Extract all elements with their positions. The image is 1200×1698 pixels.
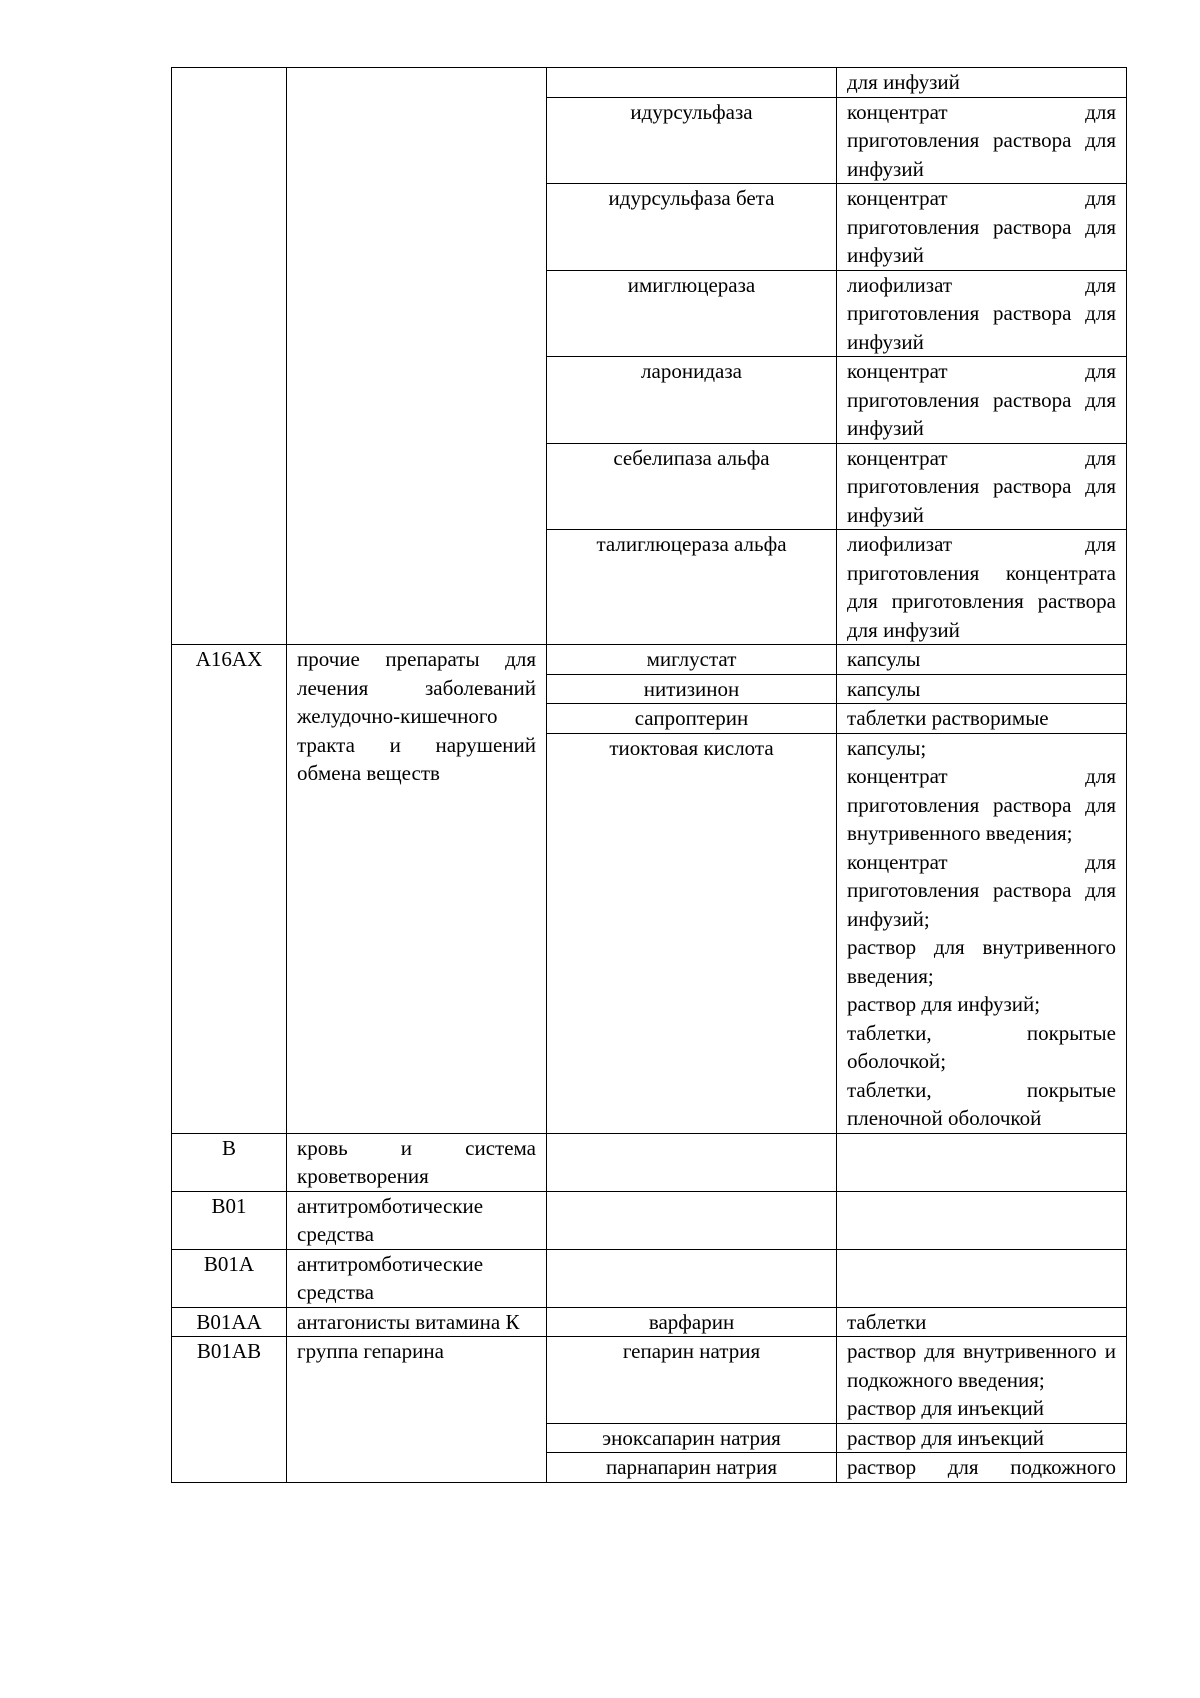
drug-name-cell: эноксапарин натрия (547, 1423, 837, 1453)
dosage-form-item: концентрат для приготовления раствора для внутривенного введения; (847, 764, 1116, 845)
dosage-form-cell (837, 704, 1127, 734)
table-row (172, 1191, 1127, 1249)
atc-group-cell: кровь и система кроветворения (287, 1133, 547, 1191)
dosage-form-cell (837, 443, 1127, 530)
table-row (172, 1249, 1127, 1307)
dosage-form-item: концентрат для приготовления раствора для инфузий (847, 186, 1116, 267)
atc-code-cell (172, 68, 287, 645)
drug-name-cell: сапроптерин (547, 704, 837, 734)
dosage-form-cell (837, 270, 1127, 357)
atc-group-cell (287, 68, 547, 645)
dosage-form-cell (837, 1133, 1127, 1191)
drug-name-cell: себелипаза альфа (547, 443, 837, 530)
dosage-form-cell (837, 1249, 1127, 1307)
dosage-form-item: таблетки растворимые (847, 706, 1049, 730)
dosage-form-cell (837, 674, 1127, 704)
atc-code-cell: B01 (172, 1191, 287, 1249)
dosage-form-cell (837, 1337, 1127, 1424)
dosage-form-item: раствор для внутривенного введения; (847, 935, 1116, 988)
dosage-form-item: концентрат для приготовления раствора для инфузий (847, 359, 1116, 440)
table-row (172, 1133, 1127, 1191)
atc-code-cell: A16AX (172, 645, 287, 1134)
dosage-form-item: раствор для внутривенного и подкожного введения; (847, 1339, 1116, 1392)
atc-code-cell: B (172, 1133, 287, 1191)
drug-name-cell: ларонидаза (547, 357, 837, 444)
dosage-form-item: раствор для подкожного (847, 1455, 1116, 1479)
dosage-form-cell (837, 68, 1127, 98)
dosage-form-cell (837, 1191, 1127, 1249)
dosage-form-item: таблетки (847, 1309, 927, 1334)
dosage-form-item: концентрат для приготовления раствора для инфузий; (847, 849, 1116, 931)
table-row (172, 68, 1127, 98)
atc-group-cell: прочие препараты для лечения заболеваний желудочно-кишечного тракта и нарушений обмена веществ (287, 645, 547, 1134)
dosage-form-cell (837, 645, 1127, 675)
dosage-form-cell (837, 1453, 1127, 1483)
drug-name-cell (547, 1133, 837, 1191)
dosage-form-item: раствор для инфузий; (847, 992, 1041, 1016)
dosage-form-item: концентрат для приготовления раствора для инфузий (847, 445, 1116, 527)
dosage-form-cell (837, 1307, 1127, 1337)
dosage-form-item: лиофилизат для приготовления раствора для инфузий (847, 272, 1116, 354)
drug-name-cell (547, 1191, 837, 1249)
dosage-form-cell (837, 357, 1127, 444)
dosage-form-cell (837, 1423, 1127, 1453)
dosage-form-item: капсулы (847, 676, 921, 701)
drug-name-cell: гепарин натрия (547, 1337, 837, 1424)
drug-name-cell: тиоктовая кислота (547, 733, 837, 1133)
atc-code-cell: B01AB (172, 1337, 287, 1483)
dosage-form-cell (837, 733, 1127, 1133)
dosage-form-item: раствор для инъекций (847, 1396, 1044, 1420)
dosage-form-cell (837, 184, 1127, 271)
drug-name-cell: имиглюцераза (547, 270, 837, 357)
table-row (172, 1337, 1127, 1424)
drug-name-cell: идурсульфаза (547, 97, 837, 184)
atc-group-cell: антитромботические средства (287, 1249, 547, 1307)
drug-name-cell: талиглюцераза альфа (547, 530, 837, 645)
drug-name-cell: парнапарин натрия (547, 1453, 837, 1483)
dosage-form-cell (837, 97, 1127, 184)
drug-name-cell: миглустат (547, 645, 837, 675)
atc-group-cell: группа гепарина (287, 1337, 547, 1483)
drug-name-cell (547, 68, 837, 98)
dosage-form-item: концентрат для приготовления раствора для инфузий (847, 99, 1116, 181)
atc-code-cell: B01AA (172, 1307, 287, 1337)
dosage-form-item: таблетки, покрытые оболочкой; (847, 1020, 1116, 1073)
medication-table (171, 67, 1127, 1483)
atc-group-cell: антагонисты витамина К (287, 1307, 547, 1337)
dosage-form-item: лиофилизат для приготовления концентрата для приготовления раствора для инфузий (847, 532, 1116, 642)
atc-code-cell: B01A (172, 1249, 287, 1307)
table-row (172, 1307, 1127, 1337)
dosage-form-item: для инфузий (847, 70, 960, 94)
dosage-form-item: капсулы (847, 647, 921, 671)
drug-name-cell (547, 1249, 837, 1307)
drug-name-cell: нитизинон (547, 674, 837, 704)
table-row (172, 645, 1127, 675)
drug-name-cell: варфарин (547, 1307, 837, 1337)
dosage-form-item: капсулы; (847, 735, 927, 760)
atc-group-cell: антитромботические средства (287, 1191, 547, 1249)
medication-table-body (172, 68, 1127, 1483)
dosage-form-item: таблетки, покрытые пленочной оболочкой (847, 1077, 1116, 1130)
dosage-form-item: раствор для инъекций (847, 1425, 1044, 1450)
drug-name-cell: идурсульфаза бета (547, 184, 837, 271)
dosage-form-cell (837, 530, 1127, 645)
